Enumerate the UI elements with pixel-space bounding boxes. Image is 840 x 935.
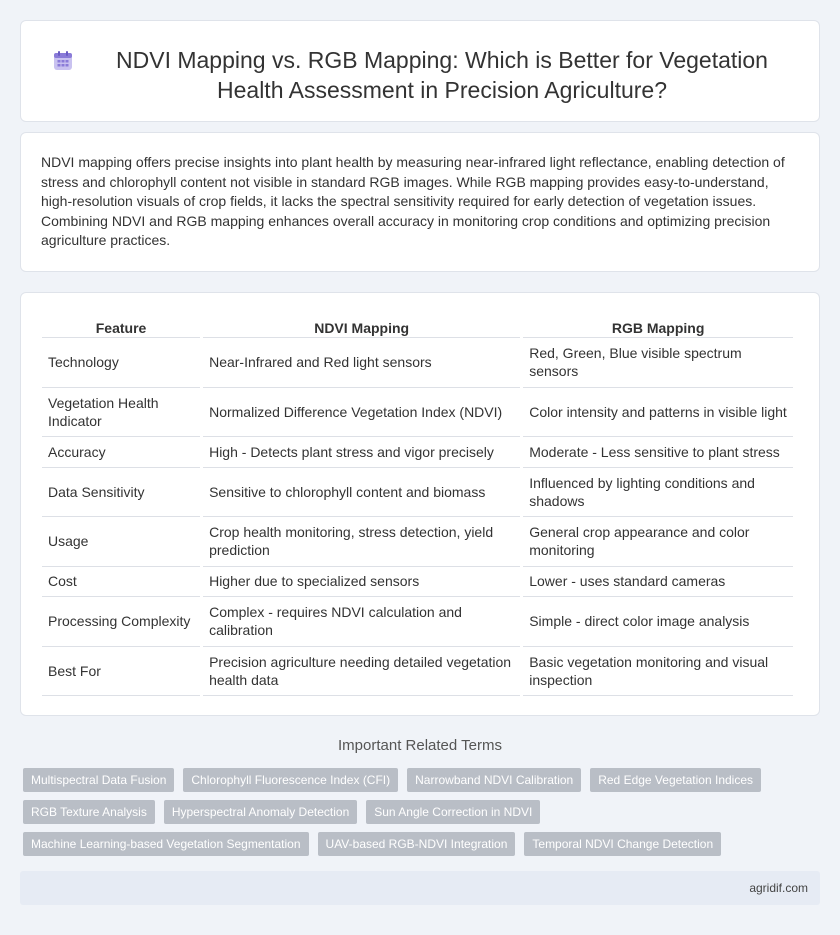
related-term-tag[interactable]: RGB Texture Analysis (23, 800, 155, 824)
related-term-tag[interactable]: Red Edge Vegetation Indices (590, 768, 761, 792)
cell-ndvi: Complex - requires NDVI calculation and calibration (203, 597, 520, 647)
related-term-tag[interactable]: UAV-based RGB-NDVI Integration (318, 832, 516, 856)
table-row (42, 597, 793, 647)
cell-rgb: Color intensity and patterns in visible light (523, 388, 793, 438)
cell-ndvi: Higher due to specialized sensors (203, 567, 520, 598)
summary-card (20, 132, 820, 272)
table-header-row (42, 313, 793, 338)
summary-text: NDVI mapping offers precise insights into plant health by measuring near-infrared light reflectance, enabling detection of stress and chlorophyll content not visible in standard RGB images. While RGB mapping provides easy-to-understand, high-resolution visuals of crop fields, it lacks the spectral sensitivity required for early detection of vegetation issues. Combining NDVI and RGB mapping enhances overall accuracy in monitoring crop conditions and optimizing precision agriculture practices. (41, 154, 785, 249)
cell-rgb: General crop appearance and color monitoring (523, 517, 793, 567)
table-row (42, 338, 793, 388)
calendar-icon (51, 49, 75, 73)
related-term-tag[interactable]: Machine Learning-based Vegetation Segmentation (23, 832, 309, 856)
title-card (20, 20, 820, 122)
page-title: NDVI Mapping vs. RGB Mapping: Which is Better for Vegetation Health Assessment in Precision Agriculture? (116, 47, 768, 103)
cell-rgb: Influenced by lighting conditions and shadows (523, 468, 793, 518)
cell-feature: Vegetation Health Indicator (42, 388, 200, 438)
cell-ndvi: Sensitive to chlorophyll content and biomass (203, 468, 520, 518)
comparison-table (39, 313, 796, 696)
table-row (42, 647, 793, 697)
table-row (42, 567, 793, 598)
header-rgb: RGB Mapping (523, 313, 793, 338)
table-row (42, 517, 793, 567)
header-feature: Feature (42, 313, 200, 338)
cell-ndvi: High - Detects plant stress and vigor precisely (203, 437, 520, 468)
cell-rgb: Lower - uses standard cameras (523, 567, 793, 598)
cell-feature: Cost (42, 567, 200, 598)
cell-feature: Accuracy (42, 437, 200, 468)
table-row (42, 468, 793, 518)
cell-feature: Best For (42, 647, 200, 697)
footer (20, 871, 820, 905)
related-terms-list (23, 768, 813, 864)
cell-ndvi: Near-Infrared and Red light sensors (203, 338, 520, 388)
related-term-tag[interactable]: Chlorophyll Fluorescence Index (CFI) (183, 768, 398, 792)
cell-rgb: Basic vegetation monitoring and visual inspection (523, 647, 793, 697)
related-terms-title: Important Related Terms (338, 737, 502, 754)
cell-rgb: Simple - direct color image analysis (523, 597, 793, 647)
cell-feature: Usage (42, 517, 200, 567)
cell-ndvi: Precision agriculture needing detailed vegetation health data (203, 647, 520, 697)
cell-ndvi: Crop health monitoring, stress detection, yield prediction (203, 517, 520, 567)
footer-site-link[interactable]: agridif.com (749, 881, 808, 895)
table-row (42, 437, 793, 468)
related-term-tag[interactable]: Sun Angle Correction in NDVI (366, 800, 540, 824)
comparison-card (20, 292, 820, 716)
cell-feature: Processing Complexity (42, 597, 200, 647)
cell-feature: Data Sensitivity (42, 468, 200, 518)
cell-rgb: Moderate - Less sensitive to plant stress (523, 437, 793, 468)
related-term-tag[interactable]: Temporal NDVI Change Detection (524, 832, 721, 856)
cell-rgb: Red, Green, Blue visible spectrum sensors (523, 338, 793, 388)
related-term-tag[interactable]: Multispectral Data Fusion (23, 768, 174, 792)
cell-ndvi: Normalized Difference Vegetation Index (NDVI) (203, 388, 520, 438)
related-term-tag[interactable]: Hyperspectral Anomaly Detection (164, 800, 357, 824)
header-ndvi: NDVI Mapping (203, 313, 520, 338)
related-term-tag[interactable]: Narrowband NDVI Calibration (407, 768, 581, 792)
table-row (42, 388, 793, 438)
cell-feature: Technology (42, 338, 200, 388)
